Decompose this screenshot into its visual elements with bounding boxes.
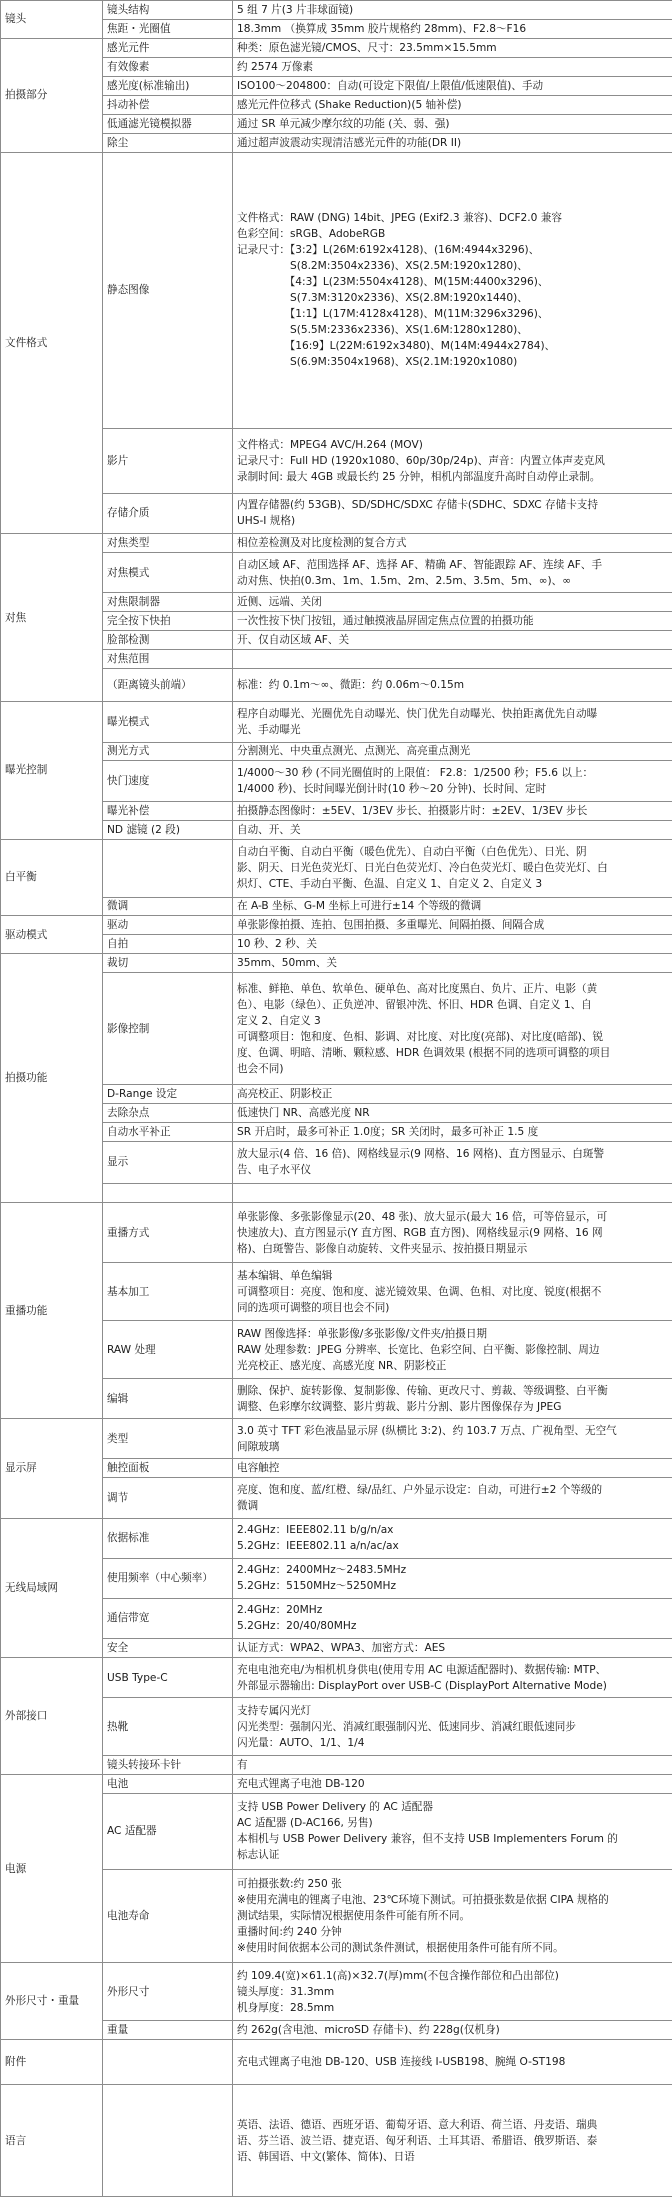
spec-category-label: 文件格式 [5,336,48,349]
spec-item-value [233,702,672,742]
spec-value-line: ISO100～204800：自动(可设定下限值/上限值/低速限值)、手动 [237,79,544,92]
spec-row [1,839,672,897]
spec-item-value [233,57,672,76]
spec-value-line: AC 适配器 (D-AC166, 另售) [237,1817,373,1830]
spec-value-line: 10 秒、2 秒、关 [237,938,317,951]
spec-item-value [233,1775,672,1794]
spec-item-value [233,1639,672,1658]
spec-value-line: 【1:1】L(17M:4128x4128)、M(11M:3296x3296)、 [237,308,549,321]
spec-category-label: 显示屏 [5,1462,37,1475]
spec-item-value [233,668,672,701]
spec-item-value [233,761,672,801]
spec-item-label: 微调 [103,897,233,916]
spec-value-line: 也会不同) [237,1062,284,1075]
spec-item-label: 对焦限制器 [103,593,233,612]
spec-item-label: 重量 [103,2021,233,2040]
spec-item-label: 驱动 [103,916,233,935]
spec-item-label: 曝光模式 [103,702,233,742]
spec-item-value [233,38,672,57]
spec-value-line: 充电电池充电/为相机机身供电(使用专用 AC 电源适配器时)、数据传输: MTP、 [237,1663,607,1676]
spec-item-label [103,839,233,897]
spec-row [1,1775,672,1794]
spec-value-line: 自动白平衡、自动白平衡（暖色优先）、自动白平衡（白色优先）、日光、阴 [237,846,587,858]
spec-item-value [233,593,672,612]
spec-category [1,702,103,839]
spec-row [1,1518,672,1558]
spec-item-label: 测光方式 [103,742,233,761]
spec-value-line: 闪光类型：强制闪光、消减红眼强制闪光、低速同步、消减红眼低速同步 [237,1720,576,1733]
spec-value-line: 基本编辑、单色编辑 [237,1269,333,1282]
spec-item-label: 感光元件 [103,38,233,57]
spec-value-line: 通过超声波震动实现清洁感光元件的功能(DR II) [237,136,462,149]
spec-item-label: 通信带宽 [103,1598,233,1638]
spec-item-value [233,2021,672,2040]
spec-item-value [233,1459,672,1478]
spec-row [1,2085,672,2197]
spec-value-line: 开、仅自动区域 AF、关 [237,633,350,646]
spec-item-label: 电池 [103,1775,233,1794]
spec-item-value [233,1419,672,1459]
spec-value-line: 18.3mm （换算成 35mm 胶片规格约 28mm)、F2.8～F16 [237,22,527,35]
spec-value-line: 认证方式：WPA2、WPA3、加密方式：AES [237,1641,446,1654]
spec-value-line: 语、芬兰语、波兰语、捷克语、匈牙利语、土耳其语、希腊语、俄罗斯语、泰 [237,2134,598,2147]
spec-category [1,1419,103,1518]
spec-item-value [233,1379,672,1419]
spec-value-line: 5.2GHz：20/40/80MHz [237,1620,357,1633]
spec-row [1,152,672,429]
spec-value-line: 充电式锂离子电池 DB-120 [237,1778,365,1790]
spec-item-label: 抖动补偿 [103,95,233,114]
spec-value-line: 内置存储器(约 53GB)、SD/SDHC/SDXC 存储卡(SDHC、SDXC 存储卡支持 [237,499,598,512]
spec-item-label: 使用频率（中心频率） [103,1558,233,1598]
spec-value-line: 近侧、远端、关闭 [237,596,322,609]
spec-value-line: 充电式锂离子电池 DB-120、USB 连接线 I-USB198、腕绳 O-ST198 [237,2056,566,2069]
spec-item-value [233,95,672,114]
spec-item-label: ND 滤镜 (2 段) [103,820,233,839]
spec-item-value [233,631,672,650]
spec-item-value [233,534,672,553]
spec-value-line: 5.2GHz：5150MHz～5250MHz [237,1580,397,1593]
spec-item-label: RAW 处理 [103,1321,233,1379]
spec-category [1,2040,103,2085]
spec-category [1,1518,103,1657]
spec-value-line: 自动区域 AF、范围选择 AF、选择 AF、精确 AF、智能跟踪 AF、连续 AF、手 [237,558,603,571]
spec-item-value [233,114,672,133]
spec-category [1,839,103,916]
spec-item-label: 调节 [103,1478,233,1518]
spec-item-label: 焦距・光圈值 [103,19,233,38]
spec-category-label: 重播功能 [5,1304,48,1317]
spec-value-line: 可调整项目：饱和度、色相、影调、对比度、对比度(亮部)、对比度(暗部)、锐 [237,1030,604,1043]
spec-category [1,1,103,39]
spec-item-value [233,1558,672,1598]
spec-item-label: 感光度(标准输出) [103,76,233,95]
spec-item-label: 类型 [103,1419,233,1459]
spec-item-label: 电池寿命 [103,1869,233,1963]
spec-value-line: 感光元件位移式 (Shake Reduction)(5 轴补偿) [237,98,462,111]
spec-item-value [233,1321,672,1379]
spec-value-line: 色彩空间：sRGB、AdobeRGB [237,228,386,241]
spec-value-line: ※使用充满电的锂离子电池、23℃环境下测试。可拍摄张数是依据 CIPA 规格的 [237,1894,609,1907]
spec-value-line: 2.4GHz：2400MHz～2483.5MHz [237,1564,407,1577]
spec-value-line: 文件格式：MPEG4 AVC/H.264 (MOV) [237,439,423,452]
spec-value-line: RAW 处理参数：JPEG 分辨率、长宽比、色彩空间、白平衡、影像控制、周边 [237,1343,600,1356]
spec-value-line: 程序自动曝光、光圈优先自动曝光、快门优先自动曝光、快拍距离优先自动曝 [237,707,598,720]
spec-item-value [233,2085,672,2197]
spec-item-label: 静态图像 [103,152,233,429]
spec-item-value [233,1263,672,1321]
spec-item-value [233,2040,672,2085]
spec-value-line: 相位差检测及对比度检测的复合方式 [237,536,407,549]
spec-category-label: 镜头 [5,13,27,26]
spec-value-line: 5.2GHz：IEEE802.11 a/n/ac/ax [237,1540,399,1553]
spec-item-value [233,935,672,954]
spec-item-label: 编辑 [103,1379,233,1419]
spec-value-line: S(7.3M:3120x2336)、XS(2.8M:1920x1440)、 [237,292,528,305]
spec-value-line: 高亮校正、阴影校正 [237,1087,333,1100]
spec-category [1,38,103,152]
spec-value-line: 2.4GHz：20MHz [237,1604,323,1617]
spec-category-label: 无线局域网 [5,1581,58,1594]
spec-row [1,2040,672,2085]
spec-value-line: 外部显示器输出: DisplayPort over USB-C (DisplayPort Alternative Mode) [237,1679,607,1692]
spec-category-label: 外形尺寸・重量 [5,1995,80,2008]
spec-item-value [233,1184,672,1203]
spec-value-line: 放大显示(4 倍、16 倍)、网格线显示(9 网格、16 网格)、直方图显示、白斑警 [237,1148,605,1161]
spec-item-value [233,973,672,1085]
spec-item-value [233,1,672,20]
spec-category [1,1775,103,1963]
spec-category-label: 对焦 [5,611,27,624]
spec-item-label: 自拍 [103,935,233,954]
spec-item-label: 去除杂点 [103,1103,233,1122]
spec-value-line: 种类：原色滤光镜/CMOS、尺寸：23.5mm×15.5mm [237,41,497,54]
spec-value-line: 度、色调、明暗、清晰、颗粒感、HDR 色调效果 (根据不同的选项可调整的项目 [237,1046,611,1059]
spec-category-label: 外部接口 [5,1709,48,1722]
spec-value-line: 定义 2、自定义 3 [237,1014,321,1027]
spec-value-line: 单张影像、多张影像显示(20、48 张)、放大显示(最大 16 倍，可等倍显示，可 [237,1210,608,1223]
spec-category [1,1203,103,1419]
spec-item-label: 除尘 [103,133,233,152]
spec-value-line: RAW 图像选择：单张影像/多张影像/文件夹/拍摄日期 [237,1327,488,1340]
spec-value-line: UHS-I 规格) [237,515,296,528]
spec-value-line: 标准、鲜艳、单色、软单色、硬单色、高对比度黑白、负片、正片、电影（黄 [237,982,598,995]
spec-category [1,534,103,702]
spec-item-value [233,820,672,839]
spec-value-line: 分割测光、中央重点测光、点测光、高亮重点测光 [237,745,471,758]
spec-value-line: 单张影像拍摄、连拍、包围拍摄、多重曝光、间隔拍摄、间隔合成 [237,919,545,932]
spec-value-line: 标准：约 0.1m～∞、微距：约 0.06m～0.15m [237,679,465,692]
spec-item-value [233,1203,672,1263]
spec-item-value [233,1963,672,2021]
spec-value-line: 动对焦、快拍(0.3m、1m、1.5m、2m、2.5m、3.5m、5m、∞)、∞ [237,574,572,587]
spec-item-value [233,429,672,494]
spec-item-label: 镜头结构 [103,1,233,20]
spec-item-label: 快门速度 [103,761,233,801]
spec-item-value [233,1657,672,1697]
spec-value-line: 可调整项目：亮度、饱和度、滤光镜效果、色调、色相、对比度、锐度(根据不 [237,1285,602,1298]
spec-item-value [233,1869,672,1963]
spec-item-label: D-Range 设定 [103,1084,233,1103]
spec-item-label [103,2085,233,2197]
spec-item-value [233,1756,672,1775]
spec-category [1,954,103,1203]
spec-value-line: 低速快门 NR、高感光度 NR [237,1106,370,1119]
spec-item-label: 完全按下快拍 [103,612,233,631]
spec-value-line: 告、电子水平仪 [237,1164,312,1177]
spec-item-label: 对焦模式 [103,552,233,592]
spec-item-value [233,493,672,533]
spec-item-value [233,1478,672,1518]
spec-row [1,702,672,742]
spec-value-line: 亮度、饱和度、蓝/红橙、绿/品红、户外显示设定：自动，可进行±2 个等级的 [237,1484,603,1496]
spec-item-label: 镜头转接环卡针 [103,1756,233,1775]
spec-item-value [233,801,672,820]
spec-value-line: 约 2574 万像素 [237,60,314,73]
spec-item-label: 基本加工 [103,1263,233,1321]
spec-item-value [233,152,672,429]
spec-value-line: 闪光量：AUTO、1/1、1/4 [237,1736,365,1749]
spec-row [1,954,672,973]
spec-value-line: 在 A-B 坐标、G-M 坐标上可进行±14 个等级的微调 [237,900,482,913]
spec-item-value [233,742,672,761]
spec-value-line: 自动、开、关 [237,823,301,836]
spec-category [1,1657,103,1774]
spec-item-label: 有效像素 [103,57,233,76]
spec-item-value [233,916,672,935]
spec-category-label: 电源 [5,1862,27,1875]
spec-value-line: 微调 [237,1500,259,1512]
spec-value-line: 支持 USB Power Delivery 的 AC 适配器 [237,1801,433,1814]
spec-value-line: 录制时间: 最大 4GB 或最长约 25 分钟，相机内部温度升高时自动停止录制。 [237,471,601,484]
spec-value-line: S(5.5M:2336x2336)、XS(1.6M:1280x1280)、 [237,324,528,337]
spec-value-line: 通过 SR 单元减少摩尔纹的功能 (关、弱、强) [237,117,450,130]
spec-category-label: 白平衡 [5,871,37,884]
spec-value-line: 快速放大)、直方图显示(Y 直方图、RGB 直方图)、网格线显示(9 网格、16 网 [237,1226,603,1239]
spec-item-value [233,1518,672,1558]
spec-value-line: 影、阴天、日光色荧光灯、日光白色荧光灯、冷白色荧光灯、暖白色荧光灯、白 [237,862,608,874]
spec-value-line: 格)、白斑警告、影像自动旋转、文件夹显示、按拍摄日期显示 [237,1242,528,1255]
spec-value-line: 约 109.4(宽)×61.1(高)×32.7(厚)mm(不包含操作部位和凸出部位) [237,1969,559,1982]
spec-value-line: 光亮校正、感光度、高感光度 NR、阴影校正 [237,1359,447,1372]
spec-row [1,1,672,20]
spec-item-label: 脸部检测 [103,631,233,650]
spec-value-line: 标志认证 [237,1849,280,1862]
spec-item-value [233,1084,672,1103]
spec-item-value [233,1598,672,1638]
spec-value-line: 1/4000 秒)、长时间曝光倒计时(10 秒～20 分钟)、长时间、定时 [237,783,547,796]
spec-value-line: 35mm、50mm、关 [237,957,338,970]
spec-item-label: （距离镜头前端） [103,668,233,701]
spec-item-label: 依据标准 [103,1518,233,1558]
spec-category-label: 曝光控制 [5,764,48,777]
spec-item-label: 低通滤光镜模拟器 [103,114,233,133]
spec-value-line: 本相机与 USB Power Delivery 兼容，但不支持 USB Implementers Forum 的 [237,1833,618,1846]
spec-value-line: 【16:9】L(22M:6192x3480)、M(14M:4944x2784)、 [237,340,556,353]
spec-value-line: 间隙玻璃 [237,1440,280,1453]
spec-category-label: 语言 [5,2134,27,2147]
spec-value-line: 电容触控 [237,1462,280,1475]
spec-item-label: 热靴 [103,1698,233,1756]
spec-item-value [233,649,672,668]
spec-item-value [233,954,672,973]
spec-value-line: 同的选项可调整的项目也会不同) [237,1301,390,1314]
spec-value-line: 文件格式：RAW (DNG) 14bit、JPEG (Exif2.3 兼容)、DCF2.0 兼容 [237,212,562,225]
spec-item-label: 影片 [103,429,233,494]
spec-category [1,152,103,533]
spec-value-line: 英语、法语、德语、西班牙语、葡萄牙语、意大利语、荷兰语、丹麦语、瑞典 [237,2118,598,2131]
spec-item-label: 外形尺寸 [103,1963,233,2021]
spec-value-line: 约 262g(含电池、microSD 存储卡)、约 228g(仅机身) [237,2024,500,2037]
spec-value-line: 调整、色彩摩尔纹调整、影片剪裁、影片分割、影片图像保存为 JPEG [237,1400,562,1413]
spec-value-line: 2.4GHz：IEEE802.11 b/g/n/ax [237,1524,394,1537]
spec-value-line: 支持专属闪光灯 [237,1704,312,1717]
spec-row [1,1963,672,2021]
spec-item-value [233,1793,672,1869]
spec-item-value [233,133,672,152]
spec-row [1,1419,672,1459]
spec-item-value [233,19,672,38]
spec-value-line: 有 [237,1759,248,1772]
spec-value-line: ※使用时间依据本公司的测试条件测试，根据使用条件可能有所不同。 [237,1942,564,1955]
spec-category [1,1963,103,2040]
spec-item-label: 对焦类型 [103,534,233,553]
spec-value-line: 光、手动曝光 [237,723,301,736]
spec-item-label: 曝光补偿 [103,801,233,820]
spec-category [1,2085,103,2197]
spec-row [1,916,672,935]
spec-value-line: 可拍摄张数:约 250 张 [237,1878,342,1891]
spec-item-label: 影像控制 [103,973,233,1085]
spec-item-label: 显示 [103,1141,233,1183]
spec-value-line: S(6.9M:3504x1968)、XS(2.1M:1920x1080) [237,356,518,369]
spec-item-label: 存储介质 [103,493,233,533]
spec-category-label: 拍摄功能 [5,1072,48,1085]
spec-value-line: 语、韩国语、中文(繁体、简体)、日语 [237,2150,415,2163]
spec-row [1,534,672,553]
spec-category-label: 附件 [5,2056,27,2069]
spec-item-label: 重播方式 [103,1203,233,1263]
spec-item-label: 自动水平补正 [103,1122,233,1141]
spec-value-line: 记录尺寸：Full HD (1920x1080、60p/30p/24p)、声音：内置立体声麦克风 [237,455,605,468]
spec-item-label: 裁切 [103,954,233,973]
spec-value-line: 记录尺寸：【3:2】L(26M:6192x4128)、(16M:4944x3296)、 [237,244,540,257]
spec-value-line: 炽灯、CTE、手动白平衡、色温、自定义 1、自定义 2、自定义 3 [237,878,543,890]
spec-item-value [233,1698,672,1756]
spec-item-value [233,552,672,592]
spec-value-line: 色）、电影（绿色）、正负逆冲、留银冲洗、怀旧、HDR 色调、自定义 1、自 [237,998,592,1011]
spec-item-value [233,612,672,631]
spec-item-value [233,1122,672,1141]
spec-row [1,38,672,57]
spec-value-line: 测试结果，实际情况根据使用条件可能有所不同。 [237,1910,471,1923]
spec-item-value [233,76,672,95]
spec-row [1,1203,672,1263]
spec-item-label [103,1184,233,1203]
spec-value-line: 一次性按下快门按钮，通过触摸液晶屏固定焦点位置的拍摄功能 [237,615,534,628]
spec-category [1,916,103,954]
spec-value-line: 3.0 英寸 TFT 彩色液晶显示屏 (纵横比 3:2)、约 103.7 万点、广视角型、无空气 [237,1424,617,1437]
spec-value-line: 重播时间:约 240 分钟 [237,1926,342,1939]
spec-item-value [233,1103,672,1122]
spec-item-label: 安全 [103,1639,233,1658]
spec-category-label: 驱动模式 [5,928,48,941]
spec-value-line: SR 开启时，最多可补正 1.0度；SR 关闭时，最多可补正 1.5 度 [237,1125,539,1138]
spec-item-label: USB Type-C [103,1657,233,1697]
spec-item-value [233,897,672,916]
spec-category-label: 拍摄部分 [5,89,48,102]
spec-value-line: 5 组 7 片(3 片非球面镜) [237,3,354,16]
spec-value-line: S(8.2M:3504x2336)、XS(2.5M:1920x1280)、 [237,260,528,273]
spec-value-line: 1/4000～30 秒 (不同光圈值时的上限值： F2.8：1/2500 秒；F5.6 以上： [237,767,594,780]
spec-row [1,1657,672,1697]
spec-item-label: 对焦范围 [103,649,233,668]
spec-value-line: 镜头厚度：31.3mm [237,1985,335,1998]
spec-item-value [233,839,672,897]
spec-value-line: 删除、保护、旋转影像、复制影像、传输、更改尺寸、剪裁、等级调整、白平衡 [237,1384,608,1397]
spec-value-line: 机身厚度：28.5mm [237,2001,335,2014]
spec-item-label [103,2040,233,2085]
spec-value-line: 拍摄静态图像时：±5EV、1/3EV 步长、拍摄影片时：±2EV、1/3EV 步长 [237,804,588,817]
spec-item-value [233,1141,672,1183]
spec-item-label: 触控面板 [103,1459,233,1478]
spec-value-line: 【4:3】L(23M:5504x4128)、M(15M:4400x3296)、 [237,276,549,289]
spec-item-label: AC 适配器 [103,1793,233,1869]
